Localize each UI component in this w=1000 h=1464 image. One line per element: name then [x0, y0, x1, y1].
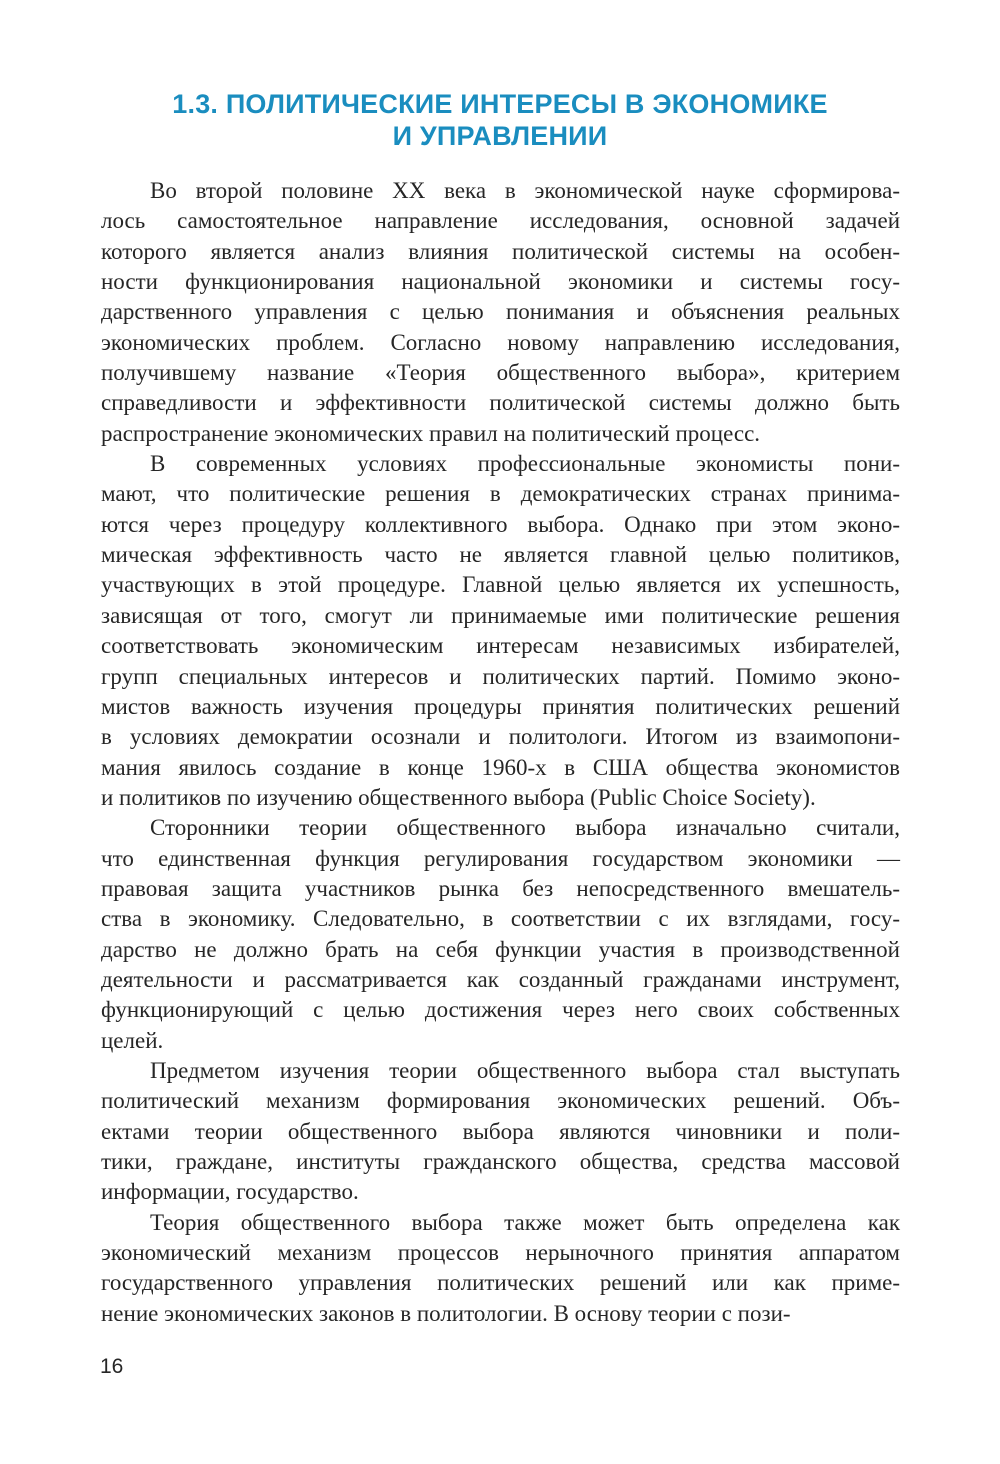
text-line: лось самостоятельное направление исследования, основной задачей: [101, 208, 900, 234]
paragraph: [101, 1208, 900, 1329]
text-line: функционирующий с целью достижения через него своих собственных: [101, 997, 900, 1023]
text-line: государственного управления политических решений или как приме-: [101, 1270, 900, 1296]
text-line: Во второй половине XX века в экономической науке сформирова-: [150, 178, 900, 203]
text-line: дарство не должно брать на себя функции участия в производственной: [101, 936, 900, 962]
text-line: ектами теории общественного выбора являются чиновники и поли-: [101, 1118, 900, 1144]
section-heading-line-2: И УПРАВЛЕНИИ: [392, 121, 608, 151]
text-line: тики, граждане, институты гражданского общества, средства массовой: [101, 1149, 900, 1174]
paragraph: [101, 1056, 900, 1208]
body-text: [101, 176, 900, 1329]
text-line: целей.: [101, 1027, 164, 1053]
text-line: нение экономических законов в политологии. В основу теории с пози-: [101, 1300, 791, 1326]
text-line: экономический механизм процессов нерыночного принятия аппаратом: [101, 1240, 900, 1266]
page-number: 16: [100, 1355, 124, 1378]
text-line: зависящая от того, смогут ли принимаемые ими политические решения: [101, 602, 900, 628]
text-line: мистов важность изучения процедуры принятия политических решений: [101, 693, 900, 719]
text-line: мания явилось создание в конце 1960-х в США общества экономистов: [101, 754, 900, 780]
text-line: Теория общественного выбора также может быть определена как: [150, 1209, 900, 1235]
text-line: мают, что политические решения в демократических странах принима-: [101, 481, 900, 507]
text-line: участвующих в этой процедуре. Главной целью является их успешность,: [101, 572, 900, 598]
text-line: распространение экономических правил на политический процесс.: [101, 420, 761, 446]
text-line: что единственная функция регулирования государством экономики —: [101, 845, 900, 871]
text-line: ности функционирования национальной экономики и системы госу-: [101, 269, 900, 295]
text-line: и политиков по изучению общественного выбора (Public Choice Society).: [101, 784, 816, 810]
text-line: дарственного управления с целью понимания и объяснения реальных: [101, 299, 900, 325]
text-line: экономических проблем. Согласно новому направлению исследования,: [101, 329, 900, 355]
text-line: правовая защита участников рынка без непосредственного вмешатель-: [101, 875, 900, 901]
text-line: ются через процедуру коллективного выбора. Однако при этом эконо-: [101, 511, 900, 537]
text-line: информации, государство.: [101, 1179, 359, 1205]
paragraph: [101, 449, 900, 813]
text-line: деятельности и рассматривается как созданный гражданами инструмент,: [101, 966, 900, 992]
text-line: справедливости и эффективности политической системы должно быть: [101, 390, 900, 416]
text-line: в условиях демократии осознали и политологи. Итогом из взаимопони-: [101, 724, 900, 750]
text-line: которого является анализ влияния политической системы на особен-: [101, 238, 900, 264]
section-heading: [100, 88, 900, 152]
text-line: мическая эффективность часто не является главной целью политиков,: [101, 542, 900, 568]
text-line: групп специальных интересов и политических партий. Помимо эконо-: [101, 663, 900, 689]
text-line: В современных условиях профессиональные экономисты пони-: [150, 451, 900, 477]
paragraph: [101, 813, 900, 1056]
text-line: Сторонники теории общественного выбора изначально считали,: [150, 815, 900, 841]
paragraph: [101, 176, 900, 449]
text-line: получившему название «Теория общественного выбора», критерием: [101, 360, 900, 386]
section-heading-line-1: 1.3. ПОЛИТИЧЕСКИЕ ИНТЕРЕСЫ В ЭКОНОМИКЕ: [172, 89, 828, 119]
text-line: Предметом изучения теории общественного выбора стал выступать: [150, 1057, 900, 1083]
text-line: политический механизм формирования экономических решений. Объ-: [101, 1088, 900, 1114]
text-line: соответствовать экономическим интересам независимых избирателей,: [101, 633, 900, 659]
text-line: ства в экономику. Следовательно, в соответствии с их взглядами, госу-: [101, 906, 900, 932]
